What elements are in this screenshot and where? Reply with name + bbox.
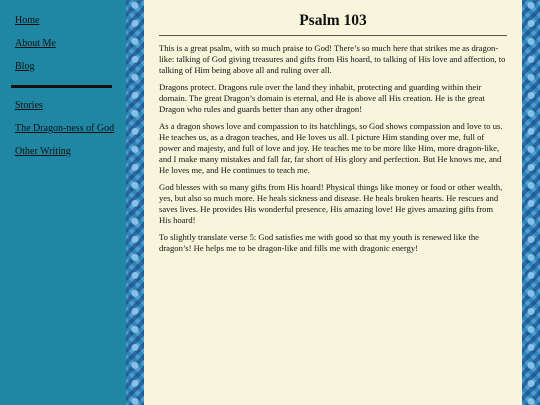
sidebar xyxy=(0,0,126,405)
decorative-border-left xyxy=(126,0,144,405)
nav-link-blog[interactable]: Blog xyxy=(15,61,35,72)
nav-link-stories[interactable]: Stories xyxy=(15,100,43,111)
paragraph: God blesses with so many gifts from His hoard! Physical things like money or food or other wealth, yes, but also so much more. He heals sickness and disease. He heals broken hearts. He rescues and saves lives. He provides His wonderful presence, His amazing love! He gives amazing gifts from His hoard! xyxy=(159,182,503,225)
main-content xyxy=(144,0,522,405)
nav-link-about-me[interactable]: About Me xyxy=(15,38,56,49)
nav-divider xyxy=(11,85,112,88)
nav-link-home[interactable]: Home xyxy=(15,15,40,26)
nav-link-dragon-ness-of-god[interactable]: The Dragon-ness of God xyxy=(15,123,115,134)
nav-link-other-writing[interactable]: Other Writing xyxy=(15,146,71,157)
paragraph: To slightly translate verse 5: God satisfies me with good so that my youth is renewed like the dragon’s! He helps me to be dragon-like and fills me with dragonic energy! xyxy=(159,232,479,253)
decorative-border-right xyxy=(522,0,540,405)
paragraph: This is a great psalm, with so much praise to God! There’s so much here that strikes me as dragon-like: talking of God giving treasures and gifts from His hoard, to talking of His love and affection, to talking of Him being above all and ruling over all. xyxy=(159,43,506,75)
paragraph: Dragons protect. Dragons rule over the land they inhabit, protecting and guarding within their domain. The great Dragon’s domain is eternal, and He is above all His creation. He is the great Dragon who rules and guards better than any other dragon! xyxy=(159,82,485,114)
paragraph: As a dragon shows love and compassion to its hatchlings, so God shows compassion and love to us. He teaches us, as a dragon teaches, and He loves us all. I picture Him standing over me, full of power and majesty, and full of love and joy. He teaches me to be more like Him, more dragon-like, and I make many mistakes and fall far, far short of His glory and perfection. But He knows me, and He loves me, and He continues to teach me. xyxy=(159,121,503,175)
title-divider xyxy=(159,35,507,36)
page-title: Psalm 103 xyxy=(299,12,367,29)
